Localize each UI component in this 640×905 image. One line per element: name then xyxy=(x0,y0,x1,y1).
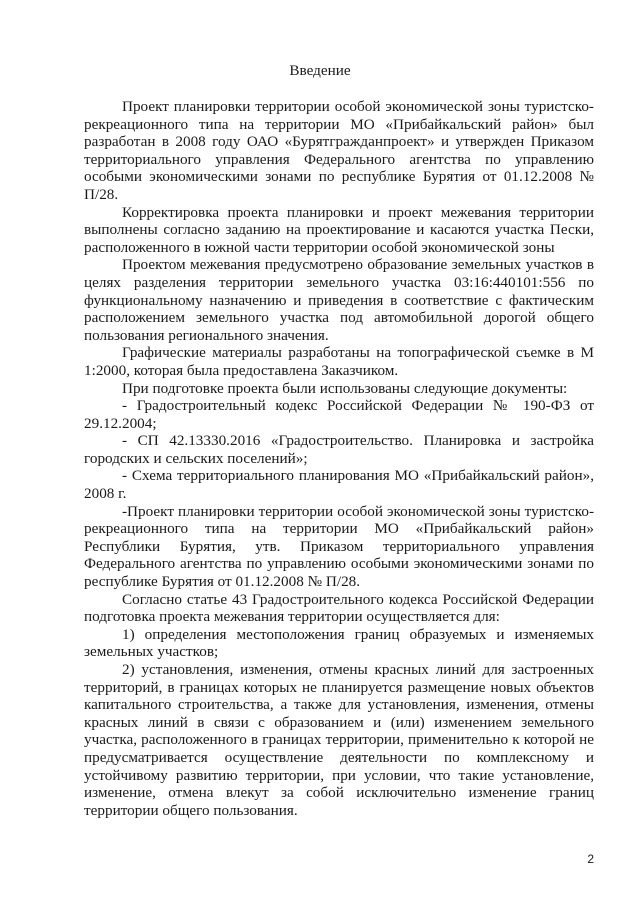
list-item-sp-42: - СП 42.13330.2016 «Градостроительство. Планировка и застройка городских и сельских поселений»; xyxy=(84,432,594,467)
list-item-town-planning-code: - Градостроительный кодекс Российской Федерации № 190-ФЗ от 29.12.2004; xyxy=(84,397,594,432)
page-number: 2 xyxy=(587,852,594,866)
list-item-boundaries: 1) определения местоположения границ образуемых и изменяемых земельных участков; xyxy=(84,625,594,661)
paragraph-documents-intro: При подготовке проекта были использованы следующие документы: xyxy=(122,379,568,397)
list-item-red-lines: 2) установления, изменения, отмены красных линий для застроенных территорий, в границах которых не планируется размещение новых объектов капитального строительства, а также для установления, изменения, отмены красных линий в связи с образованием и (или) изменением земельного участка, расположенного в границах территории, применительно к которой не предусматривается осуществление деятельности по комплексному и устойчивому развитию территории, при условии, что такие установление, изменение, отмена влекут за собой исключительно изменение границ территории общего пользования. xyxy=(84,661,594,819)
document-title: Введение xyxy=(289,62,351,79)
list-item-planning-project: -Проект планировки территории особой экономической зоны туристско-рекреационного типа на территории МО «Прибайкальский район» Республики Бурятия, утв. Приказом территориального управления Федерального агентства по управлению особыми экономическими зонами по республике Бурятия от 01.12.2008 № П/28. xyxy=(84,502,594,591)
paragraph-land-division: Проектом межевания предусмотрено образование земельных участков в целях разделения территории земельного участка 03:16:440101:556 по функциональному назначению и приведения в соответствие с фактическим расположением земельного участка под автомобильной дорогой общего пользования регионального значения. xyxy=(84,256,594,344)
list-item-territorial-scheme: - Схема территориального планирования МО «Прибайкальский район», 2008 г. xyxy=(84,467,594,503)
paragraph-project-history: Проект планировки территории особой экономической зоны туристско-рекреационного типа на территории МО «Прибайкальский район» был разработан в 2008 году ОАО «Бурятгражданпроект» и утвержден Приказом территориального управления Федерального агентства по управлению особыми экономическими зонами по республике Бурятия от 01.12.2008 № П/28. xyxy=(84,98,594,203)
paragraph-correction-scope: Корректировка проекта планировки и проект межевания территории выполнены согласно заданию на проектирование и касаются участка Пески, расположенного в южной части территории особой экономической зоны xyxy=(84,203,594,256)
paragraph-article-43: Согласно статье 43 Градостроительного кодекса Российской Федерации подготовка проекта межевания территории осуществляется для: xyxy=(84,590,594,626)
document-body xyxy=(84,98,594,819)
paragraph-graphic-materials: Графические материалы разработаны на топографической съемке в М 1:2000, которая была предоставлена Заказчиком. xyxy=(84,344,594,379)
